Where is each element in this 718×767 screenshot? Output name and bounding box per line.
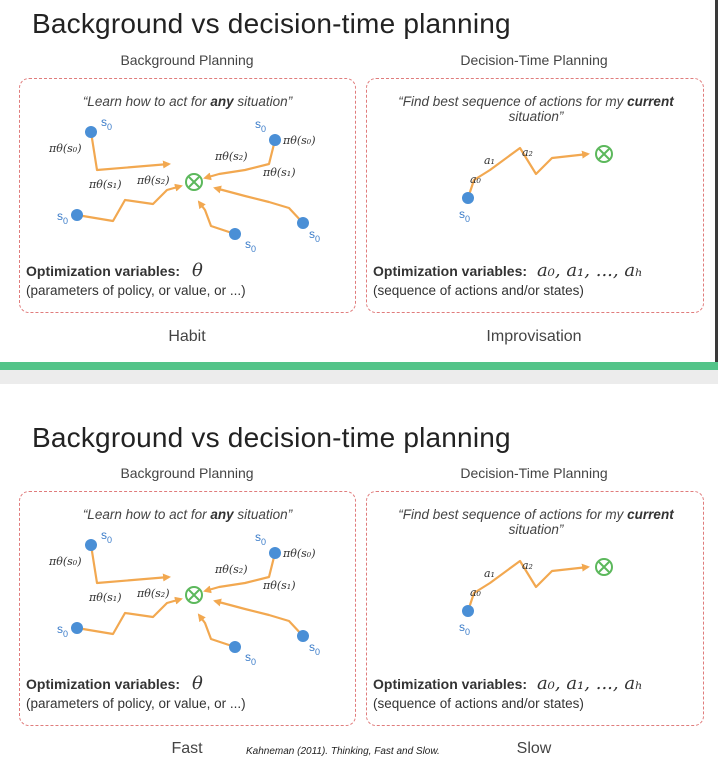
start-state-dot [297,630,309,642]
policy-label: πθ(s₂) [215,563,248,576]
decision-time-planning-heading: Decision-Time Planning [460,465,608,481]
right-footer-label: Slow [516,740,552,757]
state-label: $s_0$ [101,528,113,545]
decision-time-planning-diagram [366,491,704,651]
slide-1 [0,0,718,362]
slide-divider [0,362,718,370]
left-footer-label: Fast [171,740,203,757]
action-label: a₁ [484,154,495,167]
action-label: a₂ [522,146,533,159]
policy-label: πθ(s₀) [283,547,316,560]
state-label: $s_0$ [255,117,267,134]
state-label: $s_0$ [309,640,321,657]
slide-title: Background vs decision-time planning [32,8,511,39]
state-label: $s_0$ [255,530,267,547]
decision-time-planning-heading: Decision-Time Planning [460,52,608,68]
policy-label: πθ(s₁) [263,166,296,179]
decision-opt-variables: Optimization variables: a₀, a₁, ..., aₕ [373,673,643,694]
state-label: $s_0$ [459,207,471,224]
goal-icon [186,174,202,190]
action-label: a₂ [522,559,533,572]
state-label: $s_0$ [245,650,257,667]
decision-time-planning-diagram [366,78,704,238]
start-state-dot [269,134,281,146]
policy-label: πθ(s₁) [89,178,122,191]
policy-label: πθ(s₀) [283,134,316,147]
background-opt-variables: Optimization variables: θ [26,260,203,281]
trajectory-arrow [215,601,303,636]
policy-label: πθ(s₂) [137,174,170,187]
action-label: a₀ [470,173,481,186]
start-state-dot [462,605,474,617]
trajectory-arrow [77,186,181,221]
trajectory-arrow [77,599,181,634]
start-state-dot [71,209,83,221]
policy-label: πθ(s₀) [49,555,82,568]
slide-2 [0,384,718,767]
policy-label: πθ(s₀) [49,142,82,155]
goal-icon [186,587,202,603]
slide-gap [0,370,718,384]
background-quote: “Learn how to act for any situation” [82,507,293,522]
policy-label: πθ(s₂) [215,150,248,163]
action-label: a₀ [470,586,481,599]
start-state-dot [229,641,241,653]
state-label: $s_0$ [57,622,69,639]
decision-quote: “Find best sequence of actions for my current situation” [398,507,674,537]
trajectory-arrow [91,132,169,170]
start-state-dot [229,228,241,240]
trajectory-arrow [199,202,235,234]
state-label: $s_0$ [245,237,257,254]
start-state-dot [462,192,474,204]
decision-quote: “Find best sequence of actions for my current situation” [398,94,674,124]
slide-title: Background vs decision-time planning [32,422,511,453]
start-state-dot [71,622,83,634]
start-state-dot [269,547,281,559]
action-label: a₁ [484,567,495,580]
trajectory-arrow [215,188,303,223]
trajectory-arrow [199,615,235,647]
state-label: $s_0$ [57,209,69,226]
decision-opt-description: (sequence of actions and/or states) [373,696,584,711]
background-opt-description: (parameters of policy, or value, or ...) [26,696,246,711]
state-label: $s_0$ [309,227,321,244]
background-opt-variables: Optimization variables: θ [26,673,203,694]
left-footer-label: Habit [168,328,206,345]
state-label: $s_0$ [459,620,471,637]
state-label: $s_0$ [101,115,113,132]
background-planning-heading: Background Planning [120,465,254,481]
decision-opt-description: (sequence of actions and/or states) [373,283,584,298]
policy-label: πθ(s₂) [137,587,170,600]
policy-label: πθ(s₁) [263,579,296,592]
trajectory-arrow [91,545,169,583]
start-state-dot [297,217,309,229]
background-quote: “Learn how to act for any situation” [82,94,293,109]
start-state-dot [85,126,97,138]
goal-icon [596,559,612,575]
background-opt-description: (parameters of policy, or value, or ...) [26,283,246,298]
policy-label: πθ(s₁) [89,591,122,604]
decision-opt-variables: Optimization variables: a₀, a₁, ..., aₕ [373,260,643,281]
goal-icon [596,146,612,162]
background-planning-heading: Background Planning [120,52,254,68]
start-state-dot [85,539,97,551]
background-planning-diagram [19,78,356,268]
citation: Kahneman (2011). Thinking, Fast and Slow. [246,746,440,757]
right-footer-label: Improvisation [486,328,582,345]
background-planning-diagram [19,491,356,681]
